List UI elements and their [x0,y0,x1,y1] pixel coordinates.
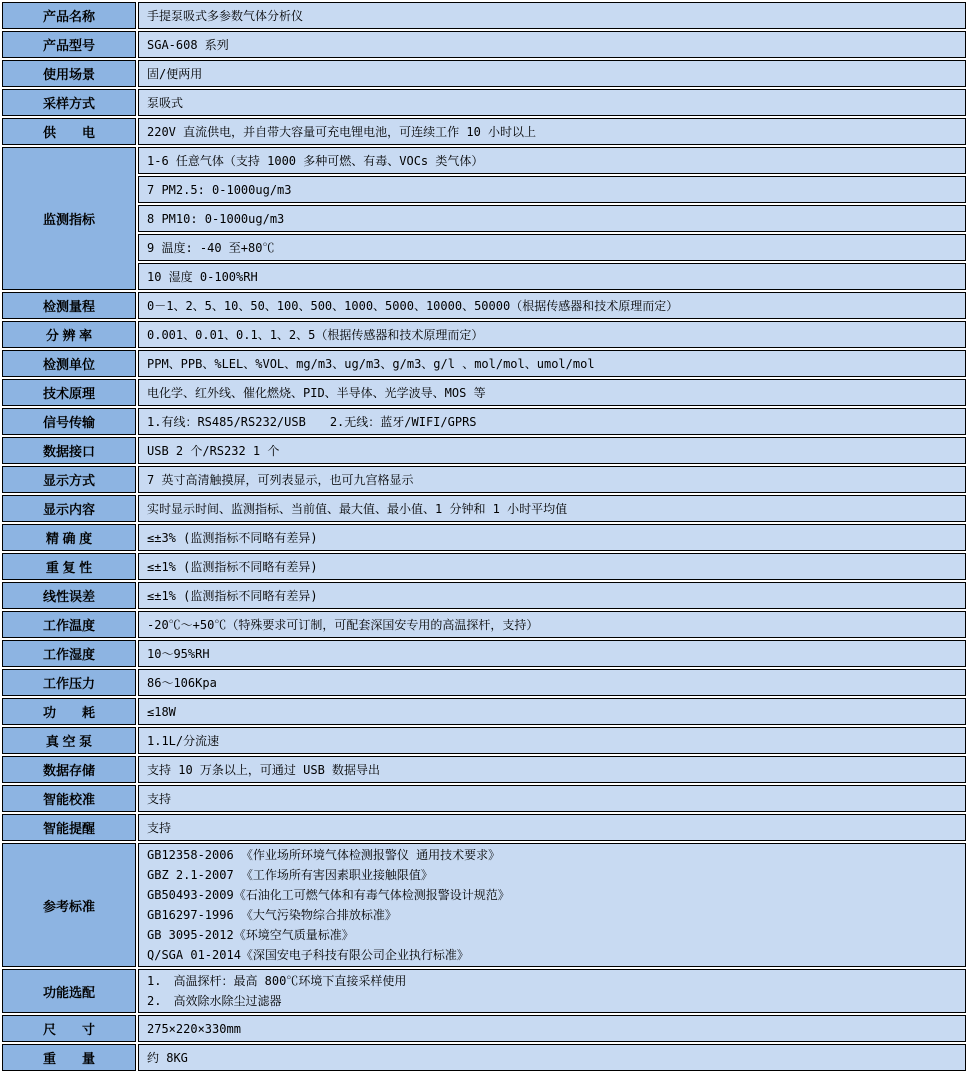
table-row [2,321,966,348]
table-row [2,118,966,145]
spec-label: 参考标准 [2,843,136,967]
spec-value: SGA-608 系列 [138,31,966,58]
spec-value: 10～95%RH [138,640,966,667]
spec-value: 0－1、2、5、10、50、100、500、1000、5000、10000、50000（根据传感器和技术原理而定） [138,292,966,319]
table-row [2,669,966,696]
spec-value: 手提泵吸式多参数气体分析仪 [138,2,966,29]
table-row [2,292,966,319]
table-row [2,553,966,580]
spec-value-line: GBZ 2.1-2007 《工作场所有害因素职业接触限值》 [147,868,433,882]
spec-value: 7 PM2.5: 0-1000ug/m3 [138,176,966,203]
spec-label: 信号传输 [2,408,136,435]
table-row [2,350,966,377]
spec-label: 工作温度 [2,611,136,638]
spec-label: 数据接口 [2,437,136,464]
table-row [2,379,966,406]
spec-label: 供 电 [2,118,136,145]
table-row [2,1015,966,1042]
table-row [2,147,966,174]
spec-table-body [2,2,966,1071]
spec-value: 8 PM10: 0-1000ug/m3 [138,205,966,232]
spec-value: 220V 直流供电，并自带大容量可充电锂电池，可连续工作 10 小时以上 [138,118,966,145]
spec-label: 智能提醒 [2,814,136,841]
spec-value [138,843,966,967]
table-row [2,969,966,1013]
spec-label: 工作压力 [2,669,136,696]
spec-value: PPM、PPB、%LEL、%VOL、mg/m3、ug/m3、g/m3、g/l 、mol/mol、umol/mol [138,350,966,377]
spec-value: 1.有线：RS485/RS232/USB 2.无线：蓝牙/WIFI/GPRS [138,408,966,435]
spec-value: 支持 [138,785,966,812]
spec-label: 分 辨 率 [2,321,136,348]
table-row [2,60,966,87]
spec-label: 技术原理 [2,379,136,406]
spec-value: USB 2 个/RS232 1 个 [138,437,966,464]
table-row [2,611,966,638]
spec-label: 重 复 性 [2,553,136,580]
spec-value: 7 英寸高清触摸屏，可列表显示，也可九宫格显示 [138,466,966,493]
spec-value: 支持 10 万条以上，可通过 USB 数据导出 [138,756,966,783]
spec-label: 检测单位 [2,350,136,377]
spec-value: 约 8KG [138,1044,966,1071]
table-row [2,234,966,261]
spec-value: 泵吸式 [138,89,966,116]
spec-value: 0.001、0.01、0.1、1、2、5（根据传感器和技术原理而定） [138,321,966,348]
spec-label: 智能校准 [2,785,136,812]
spec-label: 尺 寸 [2,1015,136,1042]
spec-value: 275×220×330mm [138,1015,966,1042]
spec-label: 显示内容 [2,495,136,522]
table-row [2,176,966,203]
spec-label: 重 量 [2,1044,136,1071]
table-row [2,89,966,116]
table-row [2,524,966,551]
spec-label: 检测量程 [2,292,136,319]
spec-value-line: 1. 高温探杆：最高 800℃环境下直接采样使用 [147,974,407,988]
table-row [2,756,966,783]
spec-value-line: GB 3095-2012《环境空气质量标准》 [147,928,354,942]
spec-label: 显示方式 [2,466,136,493]
spec-label: 采样方式 [2,89,136,116]
spec-value: 固/便两用 [138,60,966,87]
spec-label: 工作湿度 [2,640,136,667]
table-row [2,263,966,290]
spec-value: 电化学、红外线、催化燃烧、PID、半导体、光学波导、MOS 等 [138,379,966,406]
spec-value: ≤±1% (监测指标不同略有差异) [138,582,966,609]
table-row [2,727,966,754]
table-row [2,785,966,812]
spec-value-line: Q/SGA 01-2014《深国安电子科技有限公司企业执行标准》 [147,948,469,962]
spec-label: 功 耗 [2,698,136,725]
table-row [2,640,966,667]
spec-label: 真 空 泵 [2,727,136,754]
spec-label: 功能选配 [2,969,136,1013]
table-row [2,1044,966,1071]
spec-value-line: GB12358-2006 《作业场所环境气体检测报警仪 通用技术要求》 [147,848,501,862]
table-row [2,408,966,435]
spec-label: 产品型号 [2,31,136,58]
table-row [2,437,966,464]
spec-value: 10 湿度 0-100%RH [138,263,966,290]
table-row [2,495,966,522]
spec-value: ≤±3% (监测指标不同略有差异) [138,524,966,551]
spec-value: 9 温度: -40 至+80℃ [138,234,966,261]
table-row [2,466,966,493]
spec-label: 使用场景 [2,60,136,87]
table-row [2,582,966,609]
spec-value: ≤±1% (监测指标不同略有差异) [138,553,966,580]
spec-label: 产品名称 [2,2,136,29]
table-row [2,843,966,967]
spec-value [138,969,966,1013]
spec-value: ≤18W [138,698,966,725]
table-row [2,814,966,841]
spec-label: 监测指标 [2,147,136,290]
spec-value: -20℃～+50℃（特殊要求可订制，可配套深国安专用的高温探杆，支持） [138,611,966,638]
spec-value: 支持 [138,814,966,841]
spec-value: 1.1L/分流速 [138,727,966,754]
spec-label: 数据存储 [2,756,136,783]
spec-label: 精 确 度 [2,524,136,551]
table-row [2,205,966,232]
table-row [2,698,966,725]
spec-label: 线性误差 [2,582,136,609]
spec-value-line: GB16297-1996 《大气污染物综合排放标准》 [147,908,397,922]
spec-value-line: 2. 高效除水除尘过滤器 [147,994,282,1008]
spec-value: 实时显示时间、监测指标、当前值、最大值、最小值、1 分钟和 1 小时平均值 [138,495,966,522]
spec-value: 86～106Kpa [138,669,966,696]
spec-value-line: GB50493-2009《石油化工可燃气体和有毒气体检测报警设计规范》 [147,888,510,902]
table-row [2,2,966,29]
table-row [2,31,966,58]
spec-value: 1-6 任意气体（支持 1000 多种可燃、有毒、VOCs 类气体） [138,147,966,174]
